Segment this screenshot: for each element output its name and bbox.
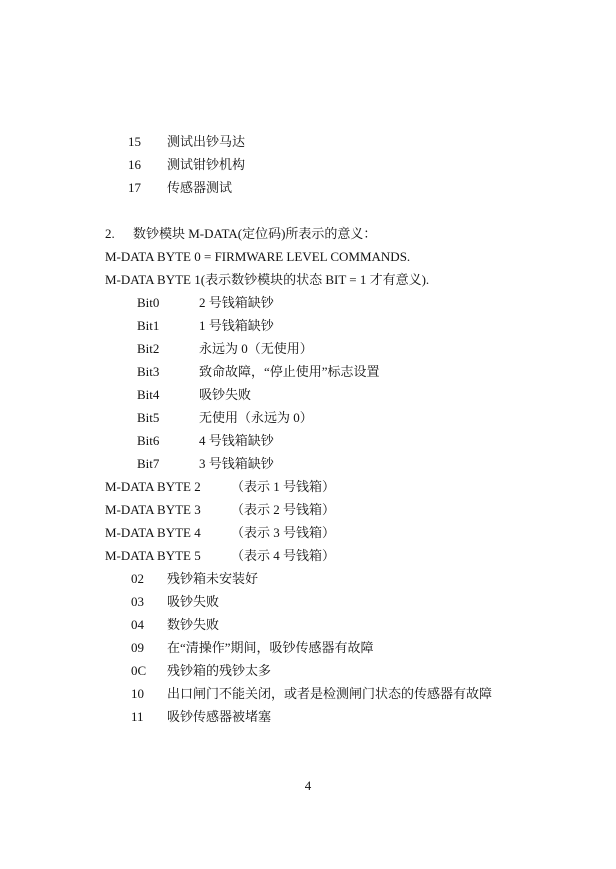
code-description: 吸钞传感器被堵塞 [167, 709, 272, 724]
bit-label: Bit2 [137, 341, 160, 356]
byte-label: M-DATA BYTE 4 [105, 525, 201, 540]
list-item-number: 17 [128, 180, 141, 195]
byte-label: M-DATA BYTE 3 [105, 502, 201, 517]
code-description: 出口闸门不能关闭，或者是检测闸门状态的传感器有故障 [167, 686, 493, 701]
byte-description: （表示 2 号钱箱） [231, 502, 336, 517]
byte-description: （表示 1 号钱箱） [231, 479, 336, 494]
bit-label: Bit7 [137, 456, 160, 471]
list-item-number: 16 [128, 157, 141, 172]
bit-label: Bit6 [137, 433, 160, 448]
bit-label: Bit5 [137, 410, 160, 425]
code-value: 09 [131, 640, 144, 655]
code-description: 残钞箱未安装好 [167, 571, 259, 586]
bit-description: 4 号钱箱缺钞 [199, 433, 274, 448]
code-value: 02 [131, 571, 144, 586]
code-value: 10 [131, 686, 144, 701]
code-description: 数钞失败 [167, 617, 220, 632]
list-item-text: 测试钳钞机构 [167, 157, 246, 172]
bit-description: 永远为 0（无使用） [199, 341, 313, 356]
bit-label: Bit3 [137, 364, 160, 379]
byte-description: （表示 4 号钱箱） [231, 548, 336, 563]
section-title: 数钞模块 M-DATA(定位码)所表示的意义： [133, 226, 377, 241]
code-description: 在“清操作”期间，吸钞传感器有故障 [167, 640, 374, 655]
bit-label: Bit4 [137, 387, 160, 402]
code-value: 11 [131, 709, 144, 724]
bit-description: 1 号钱箱缺钞 [199, 318, 274, 333]
bit-label: Bit0 [137, 295, 160, 310]
bit-description: 致命故障，“停止使用”标志设置 [199, 364, 380, 379]
code-description: 残钞箱的残钞太多 [167, 663, 272, 678]
byte-label: M-DATA BYTE 2 [105, 479, 201, 494]
bit-description: 无使用（永远为 0） [199, 410, 313, 425]
section-number: 2. [105, 226, 115, 241]
list-item-number: 15 [128, 134, 141, 149]
code-value: 0C [131, 663, 147, 678]
bit-description: 2 号钱箱缺钞 [199, 295, 274, 310]
byte-line: M-DATA BYTE 1(表示数钞模块的状态 BIT = 1 才有意义). [105, 272, 430, 287]
page-number: 4 [304, 778, 312, 793]
byte-description: （表示 3 号钱箱） [231, 525, 336, 540]
list-item-text: 传感器测试 [167, 180, 233, 195]
bit-description: 3 号钱箱缺钞 [199, 456, 274, 471]
bit-label: Bit1 [137, 318, 160, 333]
code-value: 04 [131, 617, 144, 632]
byte-label: M-DATA BYTE 5 [105, 548, 201, 563]
bit-description: 吸钞失败 [199, 387, 252, 402]
code-value: 03 [131, 594, 144, 609]
code-description: 吸钞失败 [167, 594, 220, 609]
list-item-text: 测试出钞马达 [167, 134, 246, 149]
byte-line: M-DATA BYTE 0 = FIRMWARE LEVEL COMMANDS. [105, 249, 411, 264]
